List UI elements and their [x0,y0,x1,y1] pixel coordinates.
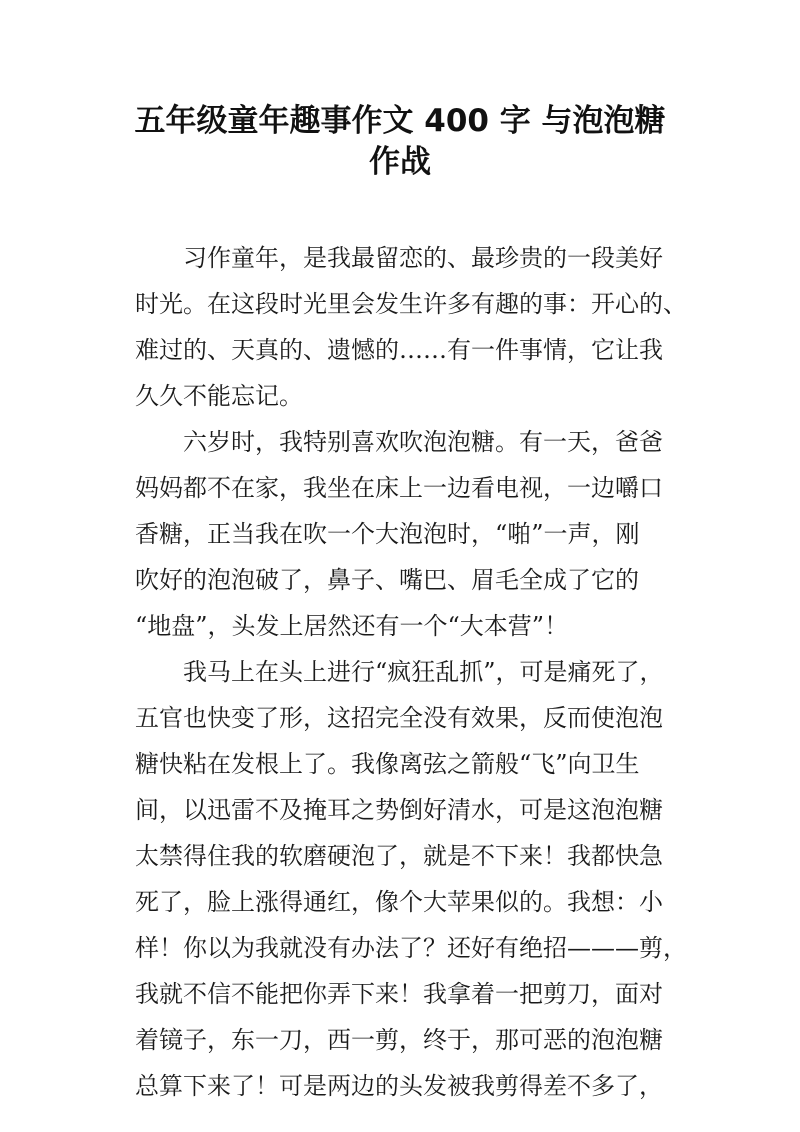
body-line: 六岁时，我特别喜欢吹泡泡糖。有一天，爸爸 [135,428,663,456]
body-line: 样！你以为我就没有办法了？还好有绝招———剪， [135,934,687,962]
body-line: 总算下来了！可是两边的头发被我剪得差不多了， [135,1072,663,1100]
document-title-line-2: 作战 [369,144,431,180]
body-line: 死了，脸上涨得通红，像个大苹果似的。我想：小 [135,888,663,916]
body-line: 太禁得住我的软磨硬泡了，就是不下来！我都快急 [135,842,663,870]
body-line: 难过的、天真的、遗憾的……有一件事情，它让我 [135,336,663,364]
body-line: 香糖，正当我在吹一个大泡泡时，“啪”一声，刚 [135,520,640,548]
body-line: 间，以迅雷不及掩耳之势倒好清水，可是这泡泡糖 [135,796,663,824]
body-line: 着镜子，东一刀，西一剪，终于，那可恶的泡泡糖 [135,1026,663,1054]
body-line: 糖快粘在发根上了。我像离弦之箭般“飞”向卫生 [135,750,640,778]
body-line: 我马上在头上进行“疯狂乱抓”，可是痛死了， [135,658,664,686]
document-title-line-1: 五年级童年趣事作文 400 字 与泡泡糖 [134,103,666,139]
body-line: 习作童年，是我最留恋的、最珍贵的一段美好 [135,244,663,272]
body-line: “地盘”，头发上居然还有一个“大本营”！ [135,612,569,640]
body-line: 久久不能忘记。 [135,382,303,410]
body-line: 妈妈都不在家，我坐在床上一边看电视，一边嚼口 [135,474,663,502]
body-line: 吹好的泡泡破了，鼻子、嘴巴、眉毛全成了它的 [135,566,639,594]
body-line: 五官也快变了形，这招完全没有效果，反而使泡泡 [135,704,663,732]
body-line: 时光。在这段时光里会发生许多有趣的事：开心的、 [135,290,687,318]
body-line: 我就不信不能把你弄下来！我拿着一把剪刀，面对 [135,980,663,1008]
